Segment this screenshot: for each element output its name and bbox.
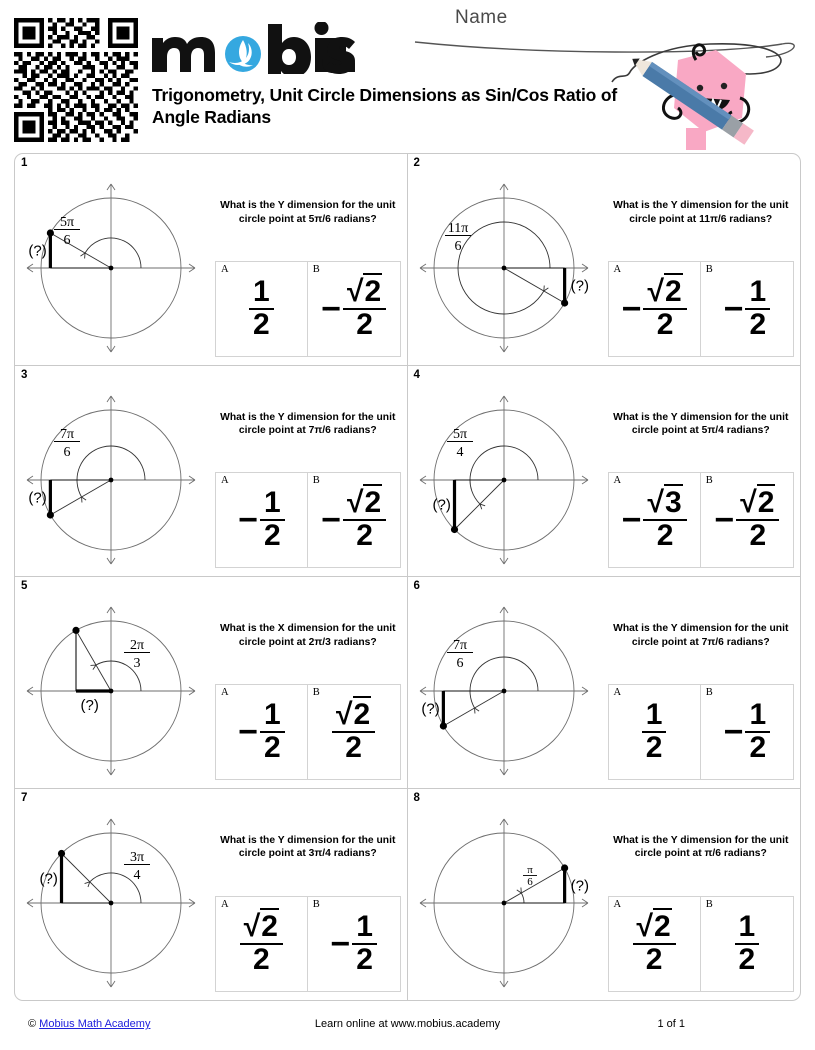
answer-option-b[interactable]	[308, 262, 400, 356]
minus-sign: −	[621, 501, 642, 539]
question-text: What is the Y dimension for the unit circle point at 7π/6 radians?	[613, 623, 789, 648]
unknown-dimension-marker: (?)	[28, 242, 47, 260]
answer-letter: B	[705, 263, 713, 275]
fraction	[260, 488, 285, 551]
minus-sign: −	[321, 289, 341, 328]
question-side	[211, 577, 407, 788]
page-title: Trigonometry, Unit Circle Dimensions as Sin/Cos Ratio of Angle Radians	[152, 85, 617, 128]
answer-option-b[interactable]	[308, 685, 400, 779]
answer-choices	[215, 684, 401, 780]
answer-choices	[608, 684, 795, 780]
fraction	[633, 912, 676, 975]
answer-choices	[608, 472, 795, 568]
unknown-dimension-marker: (?)	[570, 277, 589, 295]
fraction-numerator: 1	[352, 912, 377, 945]
answer-choices	[608, 261, 795, 357]
answer-letter: B	[705, 475, 713, 486]
fraction-numerator: √3	[643, 488, 686, 521]
unit-circle-diagram	[416, 382, 612, 574]
fraction-numerator: √2	[736, 488, 779, 521]
unknown-dimension-marker: (?)	[80, 697, 99, 714]
problem-cell-2	[408, 154, 801, 366]
unknown-dimension-marker: (?)	[28, 489, 47, 506]
answer-value	[633, 912, 676, 975]
answer-letter: B	[312, 899, 320, 910]
fraction-denominator: 2	[263, 730, 281, 764]
fraction-denominator: 2	[738, 943, 756, 976]
fraction-numerator: √2	[343, 488, 386, 521]
answer-letter: A	[221, 263, 229, 275]
name-label: Name	[455, 7, 508, 28]
answer-letter: B	[705, 899, 713, 910]
minus-sign: −	[330, 925, 351, 963]
angle-label	[54, 427, 80, 460]
answer-option-a[interactable]	[609, 685, 701, 779]
problem-number: 3	[21, 368, 28, 381]
fraction-numerator: 1	[249, 277, 274, 310]
fraction-denominator: 2	[253, 943, 270, 976]
question-text: What is the Y dimension for the unit circle point at π/6 radians?	[613, 834, 789, 860]
answer-value	[238, 697, 285, 764]
fraction-numerator: 1	[745, 277, 770, 310]
problem-row	[15, 366, 800, 578]
copyright-link[interactable]: Mobius Math Academy	[39, 1018, 151, 1030]
answer-value	[723, 697, 771, 764]
mobius-logo[interactable]	[150, 22, 355, 74]
answer-letter: A	[613, 475, 622, 486]
fraction-numerator: √2	[332, 700, 375, 733]
answer-letter: B	[705, 686, 713, 698]
square-root-icon: √	[346, 274, 364, 308]
fraction	[642, 697, 667, 764]
fraction	[260, 697, 285, 764]
square-root-icon: √	[636, 910, 654, 944]
svg-text:6: 6	[63, 444, 71, 460]
svg-text:6: 6	[456, 656, 463, 671]
question-text: What is the Y dimension for the unit circle point at 7π/6 radians?	[220, 411, 396, 437]
fraction-denominator: 2	[356, 307, 373, 341]
problem-number: 2	[413, 157, 420, 169]
learn-online-text: Learn online at www.mobius.academy	[314, 1018, 501, 1030]
answer-choices	[215, 472, 401, 568]
angle-label	[523, 864, 537, 888]
fraction	[745, 274, 770, 341]
answer-option-a[interactable]	[609, 473, 701, 567]
answer-value	[332, 697, 375, 764]
answer-option-a[interactable]	[216, 473, 308, 567]
problem-row	[15, 789, 800, 1001]
svg-text:4: 4	[133, 867, 141, 883]
question-side	[211, 789, 407, 1001]
fraction-numerator: 1	[735, 912, 760, 945]
square-root-icon: √	[647, 486, 664, 520]
fraction-denominator: 2	[253, 307, 270, 341]
angle-label	[447, 638, 473, 671]
fraction	[343, 488, 386, 551]
fraction-denominator: 2	[263, 519, 281, 552]
svg-text:π: π	[526, 863, 533, 876]
minus-sign: −	[723, 712, 744, 751]
answer-option-b[interactable]	[701, 473, 793, 567]
answer-option-a[interactable]	[216, 262, 308, 356]
angle-label	[445, 221, 471, 254]
answer-letter: A	[613, 263, 622, 275]
square-root-icon: √	[346, 486, 364, 520]
square-root-icon: √	[647, 274, 664, 308]
unit-circle-diagram	[23, 382, 219, 574]
copyright-symbol: ©	[28, 1018, 37, 1030]
question-text: What is the Y dimension for the unit circle point at 3π/4 radians?	[220, 834, 396, 860]
minus-sign: −	[321, 501, 341, 539]
problem-cell-4	[408, 366, 801, 578]
problem-cell-1	[15, 154, 408, 366]
problem-cell-6	[408, 577, 801, 789]
question-text: What is the Y dimension for the unit circle point at 5π/6 radians?	[220, 200, 396, 225]
problem-number: 1	[21, 157, 28, 169]
question-side	[604, 154, 801, 365]
fraction	[352, 912, 377, 975]
fraction	[332, 697, 375, 764]
fraction-numerator: √2	[343, 277, 386, 310]
qr-code-icon[interactable]	[14, 18, 138, 142]
answer-option-b[interactable]	[701, 897, 793, 991]
answer-value	[321, 488, 386, 551]
fraction	[643, 488, 686, 551]
fraction	[343, 274, 386, 341]
minus-sign: −	[238, 712, 258, 751]
answer-value	[622, 488, 687, 551]
fraction	[240, 912, 283, 975]
svg-text:5π: 5π	[452, 426, 467, 442]
answer-letter: B	[312, 475, 320, 486]
page-count: 1 of 1	[657, 1018, 685, 1030]
answer-value	[714, 488, 779, 551]
svg-text:6: 6	[63, 233, 71, 248]
fraction	[643, 274, 686, 341]
square-root-icon: √	[243, 910, 261, 944]
question-text: What is the X dimension for the unit circle point at 2π/3 radians?	[219, 623, 396, 648]
fraction-denominator: 2	[345, 730, 362, 764]
svg-text:6: 6	[454, 239, 461, 254]
answer-letter: B	[312, 686, 320, 698]
fraction-numerator: 1	[260, 488, 285, 521]
fraction-numerator: √2	[240, 912, 283, 945]
fraction	[249, 274, 274, 341]
problem-cell-7	[15, 789, 408, 1001]
square-root-icon: √	[740, 486, 757, 520]
unit-circle-diagram	[23, 805, 219, 997]
unknown-dimension-marker: (?)	[432, 496, 451, 514]
question-side	[211, 366, 407, 577]
problem-grid	[14, 153, 801, 1001]
answer-value	[330, 912, 377, 975]
svg-text:6: 6	[526, 875, 533, 888]
unit-circle-diagram	[23, 170, 219, 362]
problem-row	[15, 154, 800, 366]
svg-text:3π: 3π	[129, 849, 145, 865]
problem-number: 6	[413, 580, 420, 592]
fraction	[736, 488, 779, 551]
problem-cell-3	[15, 366, 408, 578]
question-side	[604, 577, 801, 788]
fraction-numerator: 1	[260, 700, 285, 733]
answer-option-a[interactable]	[609, 262, 701, 356]
question-side	[604, 366, 801, 577]
problem-cell-5	[15, 577, 408, 789]
fraction-denominator: 2	[645, 943, 663, 976]
minus-sign: −	[714, 501, 735, 539]
answer-value	[621, 274, 687, 341]
problem-number: 5	[21, 580, 28, 592]
fraction-numerator: √2	[643, 277, 686, 310]
answer-letter: A	[613, 686, 622, 698]
unknown-dimension-marker: (?)	[39, 869, 58, 887]
unknown-dimension-marker: (?)	[570, 877, 589, 894]
unit-circle-diagram	[416, 805, 612, 997]
problem-number: 8	[413, 791, 420, 804]
svg-text:5π: 5π	[59, 215, 75, 230]
answer-value	[249, 274, 274, 341]
fraction-denominator: 2	[656, 519, 674, 552]
svg-text:11π: 11π	[447, 221, 468, 236]
answer-value	[238, 488, 285, 551]
unit-circle-diagram	[416, 593, 612, 785]
problem-number: 4	[413, 368, 420, 381]
answer-option-a[interactable]	[609, 897, 701, 991]
answer-value	[723, 274, 771, 341]
fraction-denominator: 2	[356, 519, 373, 552]
minus-sign: −	[238, 501, 258, 539]
answer-option-b[interactable]	[701, 262, 793, 356]
worksheet-footer	[0, 1018, 815, 1044]
svg-text:3: 3	[133, 656, 141, 671]
fraction-denominator: 2	[656, 307, 674, 341]
answer-choices	[215, 896, 401, 992]
answer-option-b[interactable]	[308, 897, 400, 991]
answer-option-b[interactable]	[308, 473, 400, 567]
answer-option-b[interactable]	[701, 685, 793, 779]
square-root-icon: √	[336, 697, 353, 731]
answer-value	[240, 912, 283, 975]
answer-option-a[interactable]	[216, 685, 308, 779]
fraction-numerator: 1	[745, 700, 770, 733]
svg-text:7π: 7π	[59, 426, 75, 442]
answer-choices	[215, 261, 401, 357]
problem-row	[15, 577, 800, 789]
question-side	[211, 154, 407, 365]
svg-text:7π: 7π	[452, 638, 467, 653]
problem-cell-8	[408, 789, 801, 1001]
worksheet-header	[0, 0, 815, 152]
fraction-numerator: 1	[642, 700, 667, 733]
fraction	[745, 697, 770, 764]
answer-choices	[608, 896, 795, 992]
answer-letter: A	[221, 899, 229, 910]
answer-letter: A	[221, 686, 229, 698]
fraction	[735, 912, 760, 975]
answer-value	[642, 697, 667, 764]
fraction-denominator: 2	[749, 519, 767, 552]
angle-label	[54, 215, 80, 248]
fraction-numerator: √2	[633, 912, 676, 945]
fraction-denominator: 2	[645, 730, 663, 764]
angle-label	[447, 427, 473, 460]
fraction-denominator: 2	[749, 307, 767, 341]
minus-sign: −	[621, 289, 642, 328]
answer-value	[735, 912, 760, 975]
fraction-denominator: 2	[749, 730, 767, 764]
question-side	[604, 789, 801, 1001]
problem-number: 7	[21, 791, 28, 804]
question-text: What is the Y dimension for the unit circle point at 5π/4 radians?	[613, 411, 789, 437]
fraction-denominator: 2	[356, 943, 373, 976]
question-text: What is the Y dimension for the unit circle point at 11π/6 radians?	[613, 200, 789, 225]
unknown-dimension-marker: (?)	[420, 700, 440, 718]
pink-hexagon-mascot-with-pencil-icon	[600, 32, 795, 154]
answer-value	[321, 274, 386, 341]
answer-letter: A	[221, 475, 229, 486]
answer-letter: A	[613, 899, 622, 910]
answer-option-a[interactable]	[216, 897, 308, 991]
unit-circle-diagram	[23, 593, 219, 785]
unit-circle-diagram	[416, 170, 612, 362]
minus-sign: −	[723, 289, 744, 328]
svg-text:4: 4	[456, 444, 463, 460]
svg-text:2π: 2π	[129, 638, 145, 653]
answer-letter: B	[312, 263, 320, 275]
